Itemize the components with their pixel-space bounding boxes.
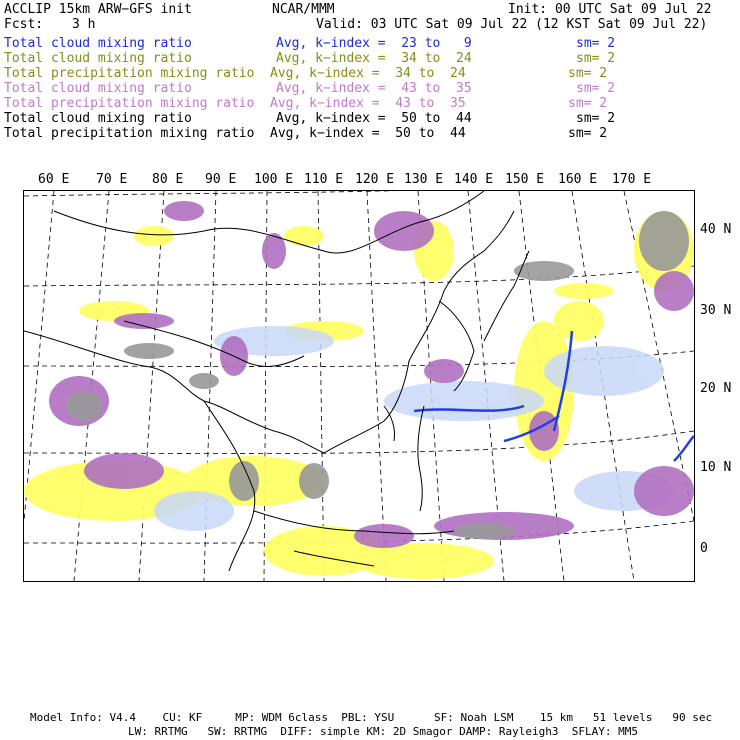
legend-avg: Avg, k−index = 43 to 35 (276, 81, 472, 96)
forecast-hour: 3 h (72, 17, 96, 32)
lon-label: 140 E (454, 172, 494, 187)
legend-field: Total cloud mixing ratio (4, 111, 192, 126)
legend-avg: Avg, k−index = 23 to 9 (276, 36, 472, 51)
lon-label: 120 E (355, 172, 395, 187)
lon-label: 80 E (152, 172, 184, 187)
legend-field: Total cloud mixing ratio (4, 51, 192, 66)
organization-label: NCAR/MMM (272, 2, 335, 17)
parallel-30n (24, 266, 694, 286)
lat-label: 20 N (700, 381, 732, 396)
lon-label: 170 E (612, 172, 652, 187)
valid-time: Valid: 03 UTC Sat 09 Jul 22 (12 KST Sat 09 Jul 22) (316, 17, 708, 32)
parallel-40n (24, 191, 694, 196)
physics-info-line: LW: RRTMG SW: RRTMG DIFF: simple KM: 2D Smagor DAMP: Rayleigh3 SFLAY: MM5 (128, 725, 638, 738)
lat-label: 0 (700, 541, 708, 556)
lon-label: 70 E (96, 172, 128, 187)
lon-label: 110 E (304, 172, 344, 187)
legend-sm: sm= 2 (568, 96, 608, 111)
legend-field: Total cloud mixing ratio (4, 81, 192, 96)
model-info-line: Model Info: V4.4 CU: KF MP: WDM 6class PBL: YSU SF: Noah LSM 15 km 51 levels 90 sec (30, 711, 713, 724)
legend-avg: Avg, k−index = 50 to 44 (270, 126, 466, 141)
lon-label: 130 E (404, 172, 444, 187)
lat-label: 10 N (700, 460, 732, 475)
lat-label: 40 N (700, 222, 732, 237)
legend-sm: sm= 2 (576, 36, 616, 51)
legend-avg: Avg, k−index = 43 to 35 (270, 96, 466, 111)
lon-label: 60 E (38, 172, 70, 187)
lon-label: 150 E (505, 172, 545, 187)
lon-label: 160 E (558, 172, 598, 187)
init-time: Init: 00 UTC Sat 09 Jul 22 (508, 2, 712, 17)
model-title: ACCLIP 15km ARW−GFS init (4, 2, 192, 17)
map-panel (23, 190, 695, 582)
legend-field: Total precipitation mixing ratio (4, 66, 255, 81)
legend-field: Total cloud mixing ratio (4, 36, 192, 51)
legend-avg: Avg, k−index = 50 to 44 (276, 111, 472, 126)
lon-label: 100 E (254, 172, 294, 187)
legend-sm: sm= 2 (568, 126, 608, 141)
lat-label: 30 N (700, 303, 732, 318)
legend-field: Total precipitation mixing ratio (4, 96, 255, 111)
legend-sm: sm= 2 (576, 111, 616, 126)
meridian (367, 191, 386, 581)
map-canvas (24, 191, 694, 581)
lon-label: 90 E (205, 172, 237, 187)
legend-sm: sm= 2 (576, 81, 616, 96)
legend-sm: sm= 2 (576, 51, 616, 66)
meridian (139, 191, 164, 581)
legend-avg: Avg, k−index = 34 to 24 (276, 51, 472, 66)
legend-avg: Avg, k−index = 34 to 24 (270, 66, 466, 81)
legend-sm: sm= 2 (568, 66, 608, 81)
legend-field: Total precipitation mixing ratio (4, 126, 255, 141)
forecast-label: Fcst: (4, 17, 44, 32)
